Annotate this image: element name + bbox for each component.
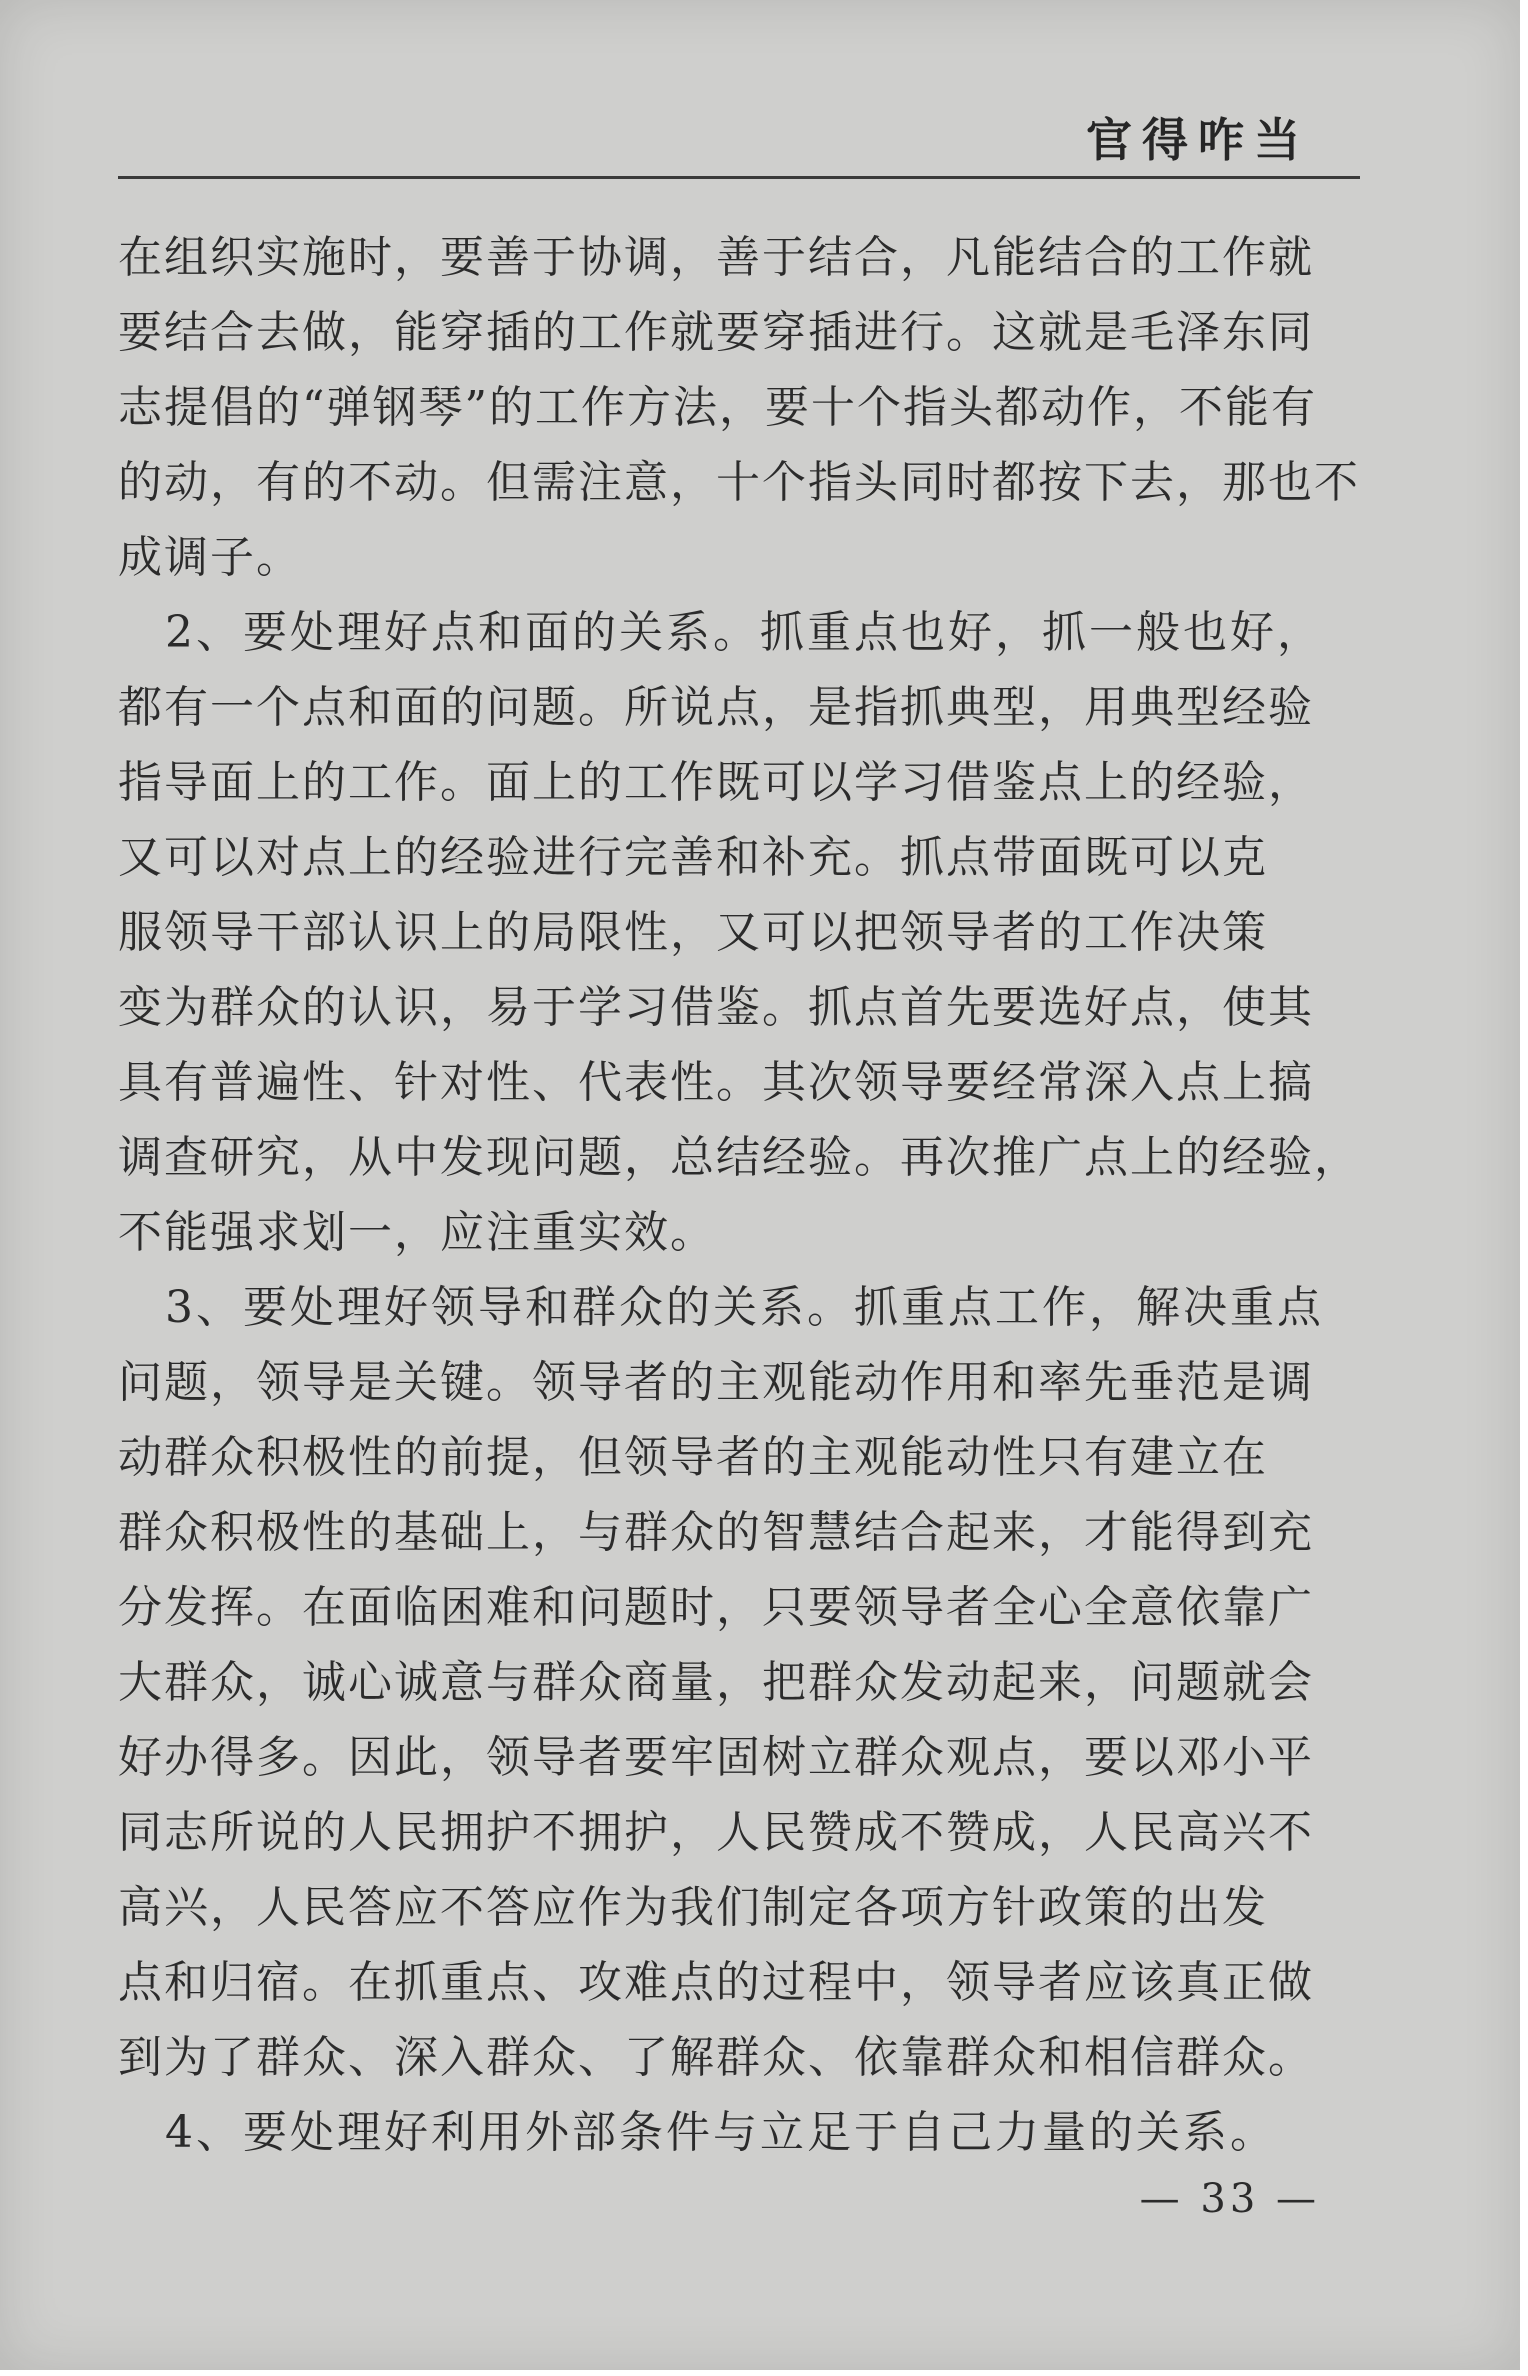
text-line: 具有普遍性、针对性、代表性。其次领导要经常深入点上搞	[118, 1057, 1314, 1108]
header-rule	[118, 176, 1360, 179]
text-line: 指导面上的工作。面上的工作既可以学习借鉴点上的经验，	[118, 757, 1314, 808]
text-line: 问题，领导是关键。领导者的主观能动作用和率先垂范是调	[118, 1357, 1314, 1408]
section-heading-line: 2、要处理好点和面的关系。抓重点也好，抓一般也好，	[118, 607, 1324, 658]
text-line: 高兴，人民答应不答应作为我们制定各项方针政策的出发	[118, 1882, 1268, 1933]
text-line: 在组织实施时，要善于协调，善于结合，凡能结合的工作就	[118, 232, 1314, 283]
page-number: — 33 —	[1139, 2176, 1320, 2222]
text-line: 大群众，诚心诚意与群众商量，把群众发动起来，问题就会	[118, 1657, 1314, 1708]
text-line: 好办得多。因此，领导者要牢固树立群众观点，要以邓小平	[118, 1732, 1314, 1783]
text-line: 同志所说的人民拥护不拥护，人民赞成不赞成，人民高兴不	[118, 1807, 1314, 1858]
text-line: 到为了群众、深入群众、了解群众、依靠群众和相信群众。	[118, 2032, 1314, 2083]
text-line: 调查研究，从中发现问题，总结经验。再次推广点上的经验，	[118, 1132, 1360, 1183]
text-line: 都有一个点和面的问题。所说点，是指抓典型，用典型经验	[118, 682, 1314, 733]
text-line: 的动，有的不动。但需注意，十个指头同时都按下去，那也不	[118, 457, 1360, 508]
text-line: 动群众积极性的前提，但领导者的主观能动性只有建立在	[118, 1432, 1268, 1483]
body-text	[118, 220, 1364, 2170]
text-line: 群众积极性的基础上，与群众的智慧结合起来，才能得到充	[118, 1507, 1314, 1558]
text-line: 成调子。	[118, 532, 302, 583]
text-line: 志提倡的“弹钢琴”的工作方法，要十个指头都动作，不能有	[118, 382, 1317, 433]
section-heading-line: 3、要处理好领导和群众的关系。抓重点工作，解决重点	[118, 1282, 1324, 1333]
text-line: 不能强求划一，应注重实效。	[118, 1207, 716, 1258]
text-line: 服领导干部认识上的局限性，又可以把领导者的工作决策	[118, 907, 1268, 958]
text-line: 要结合去做，能穿插的工作就要穿插进行。这就是毛泽东同	[118, 307, 1314, 358]
text-line: 又可以对点上的经验进行完善和补充。抓点带面既可以克	[118, 832, 1268, 883]
text-line: 点和归宿。在抓重点、攻难点的过程中，领导者应该真正做	[118, 1957, 1314, 2008]
section-heading-line: 4、要处理好利用外部条件与立足于自己力量的关系。	[118, 2107, 1277, 2158]
text-line: 分发挥。在面临困难和问题时，只要领导者全心全意依靠广	[118, 1582, 1314, 1633]
text-line: 变为群众的认识，易于学习借鉴。抓点首先要选好点，使其	[118, 982, 1314, 1033]
running-header-title: 官得咋当	[1086, 113, 1310, 167]
